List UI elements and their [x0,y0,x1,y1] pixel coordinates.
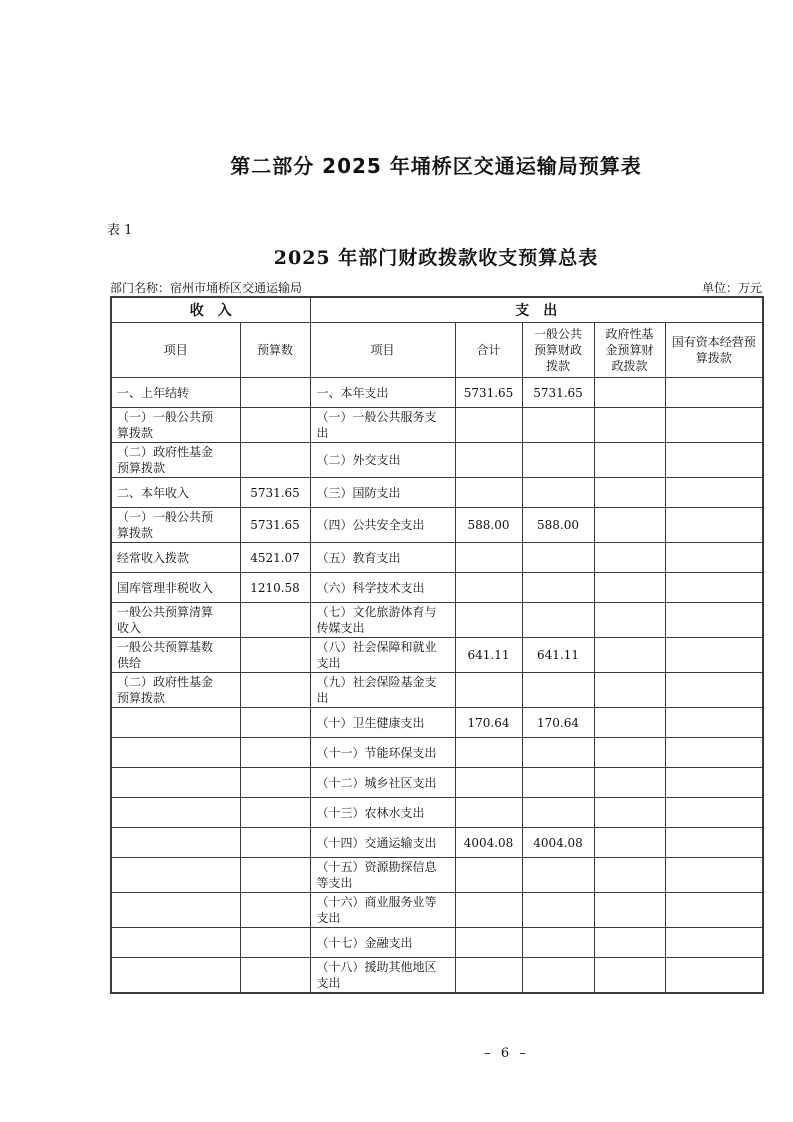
gov-fund-budget-cell [594,543,665,573]
income-value-cell [240,858,310,893]
total-cell: 4004.08 [455,828,522,858]
unit-label: 单位：万元 [701,281,762,295]
table-row [111,708,763,738]
total-cell [455,738,522,768]
income-item-cell: （一）一般公共预算拨款 [111,508,240,543]
total-cell [455,858,522,893]
income-value-cell: 1210.58 [240,573,310,603]
income-item-column-header: 项目 [111,323,240,378]
gov-fund-budget-cell [594,443,665,478]
table-row [111,928,763,958]
department-name-label: 部门名称：宿州市埇桥区交通运输局 [110,281,303,295]
table-row [111,738,763,768]
total-cell: 5731.65 [455,378,522,408]
state-capital-budget-cell [665,573,763,603]
table-row [111,543,763,573]
state-capital-budget-cell [665,768,763,798]
page-number: – 6 – [484,1046,529,1061]
income-value-cell: 5731.65 [240,478,310,508]
income-value-cell [240,738,310,768]
general-public-budget-cell [522,768,594,798]
table-row [111,508,763,543]
income-item-cell [111,858,240,893]
exp-item-cell: （十八）援助其他地区支出 [310,958,455,994]
state-capital-budget-column-header: 国有资本经营预算拨款 [665,323,763,378]
state-capital-budget-cell [665,378,763,408]
state-capital-budget-cell [665,798,763,828]
state-capital-budget-cell [665,638,763,673]
table-title: 2025 年部门财政拨款收支预算总表 [273,247,599,269]
total-cell [455,543,522,573]
expenditure-group-header: 支 出 [310,297,763,323]
exp-item-cell: （十一）节能环保支出 [310,738,455,768]
expenditure-item-column-header: 项目 [310,323,455,378]
group-header-row [111,297,763,323]
exp-item-cell: （二）外交支出 [310,443,455,478]
gov-fund-budget-cell [594,958,665,994]
gov-fund-budget-cell [594,508,665,543]
income-value-cell [240,958,310,994]
exp-item-cell: （十）卫生健康支出 [310,708,455,738]
general-public-budget-cell [522,573,594,603]
state-capital-budget-cell [665,928,763,958]
state-capital-budget-cell [665,893,763,928]
total-cell [455,408,522,443]
income-item-cell: （二）政府性基金预算拨款 [111,673,240,708]
income-value-cell [240,768,310,798]
table-row [111,478,763,508]
exp-item-cell: （十七）金融支出 [310,928,455,958]
general-public-budget-cell: 5731.65 [522,378,594,408]
income-item-cell [111,958,240,994]
table-row [111,893,763,928]
income-item-cell: 一、上年结转 [111,378,240,408]
income-value-cell [240,673,310,708]
gov-fund-budget-cell [594,798,665,828]
total-cell [455,478,522,508]
gov-fund-budget-cell [594,893,665,928]
total-cell [455,893,522,928]
exp-item-cell: （五）教育支出 [310,543,455,573]
gov-fund-budget-cell [594,573,665,603]
income-item-cell: 一般公共预算基数供给 [111,638,240,673]
exp-item-cell: （一）一般公共服务支出 [310,408,455,443]
income-value-cell [240,798,310,828]
gov-fund-budget-cell [594,928,665,958]
state-capital-budget-cell [665,443,763,478]
state-capital-budget-cell [665,408,763,443]
income-value-cell [240,893,310,928]
total-cell [455,443,522,478]
gov-fund-budget-cell [594,603,665,638]
income-budget-column-header: 预算数 [240,323,310,378]
exp-item-cell: （四）公共安全支出 [310,508,455,543]
income-value-cell [240,928,310,958]
gov-fund-budget-cell [594,708,665,738]
total-cell [455,928,522,958]
income-item-cell: 经常收入拨款 [111,543,240,573]
income-value-cell: 4521.07 [240,543,310,573]
exp-item-cell: （十二）城乡社区支出 [310,768,455,798]
general-public-budget-cell [522,543,594,573]
table-row [111,858,763,893]
general-public-budget-cell: 4004.08 [522,828,594,858]
exp-item-cell: （十三）农林水支出 [310,798,455,828]
exp-item-cell: （十四）交通运输支出 [310,828,455,858]
exp-item-cell: （十五）资源勘探信息等支出 [310,858,455,893]
income-value-cell [240,603,310,638]
income-item-cell [111,768,240,798]
income-item-cell: 一般公共预算清算收入 [111,603,240,638]
general-public-budget-cell [522,928,594,958]
exp-item-cell: （八）社会保障和就业支出 [310,638,455,673]
table-row [111,673,763,708]
table-row [111,603,763,638]
income-value-cell [240,828,310,858]
gov-fund-budget-cell [594,768,665,798]
exp-item-cell: （九）社会保险基金支出 [310,673,455,708]
income-item-cell [111,798,240,828]
income-item-cell: 国库管理非税收入 [111,573,240,603]
total-cell [455,673,522,708]
general-public-budget-cell [522,893,594,928]
income-item-cell: 二、本年收入 [111,478,240,508]
exp-item-cell: 一、本年支出 [310,378,455,408]
general-public-budget-cell [522,858,594,893]
total-cell: 170.64 [455,708,522,738]
state-capital-budget-cell [665,828,763,858]
income-group-header: 收 入 [111,297,310,323]
table-label: 表 1 [107,223,133,238]
income-item-cell [111,828,240,858]
table-row [111,573,763,603]
state-capital-budget-cell [665,478,763,508]
general-public-budget-cell: 641.11 [522,638,594,673]
gov-fund-budget-cell [594,378,665,408]
table-meta-row [110,279,762,296]
income-value-cell: 5731.65 [240,508,310,543]
state-capital-budget-cell [665,543,763,573]
table-row [111,958,763,994]
general-public-budget-cell: 170.64 [522,708,594,738]
table-row [111,798,763,828]
table-row [111,638,763,673]
total-cell [455,603,522,638]
income-item-cell [111,708,240,738]
gov-fund-budget-cell [594,408,665,443]
budget-summary-table [110,296,764,994]
general-public-budget-cell [522,603,594,638]
general-public-budget-cell [522,408,594,443]
general-public-budget-column-header: 一般公共预算财政拨款 [522,323,594,378]
gov-fund-budget-cell [594,828,665,858]
income-item-cell [111,738,240,768]
income-item-cell [111,893,240,928]
income-value-cell [240,408,310,443]
total-cell: 641.11 [455,638,522,673]
general-public-budget-cell [522,673,594,708]
income-value-cell [240,638,310,673]
column-header-row [111,323,763,378]
table-row [111,828,763,858]
state-capital-budget-cell [665,603,763,638]
exp-item-cell: （三）国防支出 [310,478,455,508]
general-public-budget-cell [522,738,594,768]
income-value-cell [240,378,310,408]
gov-fund-budget-cell [594,478,665,508]
state-capital-budget-cell [665,508,763,543]
income-item-cell [111,928,240,958]
total-cell [455,768,522,798]
total-cell: 588.00 [455,508,522,543]
state-capital-budget-cell [665,858,763,893]
gov-fund-budget-cell [594,673,665,708]
total-column-header: 合计 [455,323,522,378]
state-capital-budget-cell [665,738,763,768]
total-cell [455,958,522,994]
state-capital-budget-cell [665,958,763,994]
general-public-budget-cell [522,798,594,828]
part-title: 第二部分 2025 年埇桥区交通运输局预算表 [230,154,642,178]
income-item-cell: （一）一般公共预算拨款 [111,408,240,443]
state-capital-budget-cell [665,673,763,708]
gov-fund-budget-cell [594,738,665,768]
table-row [111,443,763,478]
general-public-budget-cell: 588.00 [522,508,594,543]
gov-fund-budget-cell [594,638,665,673]
income-item-cell: （二）政府性基金预算拨款 [111,443,240,478]
exp-item-cell: （六）科学技术支出 [310,573,455,603]
general-public-budget-cell [522,443,594,478]
exp-item-cell: （十六）商业服务业等支出 [310,893,455,928]
table-row [111,408,763,443]
table-row [111,378,763,408]
gov-fund-budget-cell [594,858,665,893]
table-body [111,378,763,994]
income-value-cell [240,708,310,738]
general-public-budget-cell [522,478,594,508]
table-row [111,768,763,798]
total-cell [455,798,522,828]
gov-fund-budget-column-header: 政府性基金预算财政拨款 [594,323,665,378]
total-cell [455,573,522,603]
income-value-cell [240,443,310,478]
general-public-budget-cell [522,958,594,994]
state-capital-budget-cell [665,708,763,738]
exp-item-cell: （七）文化旅游体育与传媒支出 [310,603,455,638]
